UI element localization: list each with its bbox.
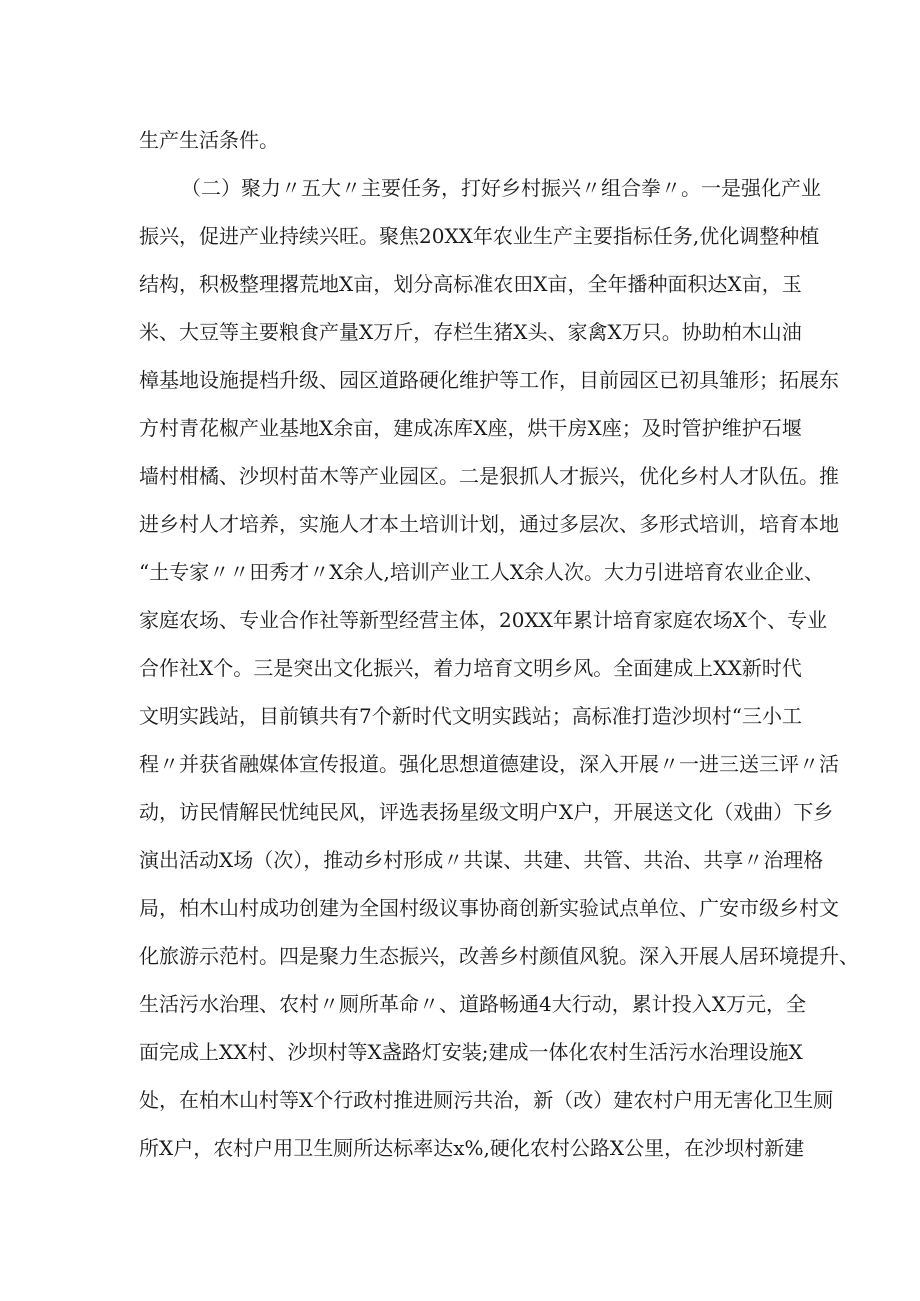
paragraph-line: 处，在柏木山村等X个行政村推进厕污共治，新（改）建农村户用无害化卫生厕 bbox=[139, 1088, 834, 1112]
paragraph-line: 面完成上XX村、沙坝村等X盏路灯安装;建成一体化农村生活污水治理设施X bbox=[139, 1040, 803, 1064]
paragraph-line: 进乡村人才培养，实施人才本土培训计划，通过多层次、多形式培训，培育本地 bbox=[139, 512, 839, 536]
paragraph-line: 局，柏木山村成功创建为全国村级议事协商创新实验试点单位、广安市级乡村文 bbox=[139, 896, 839, 920]
paragraph-line: 化旅游示范村。四是聚力生态振兴，改善乡村颜值风貌。深入开展人居环境提升、 bbox=[139, 944, 859, 968]
paragraph-line: 结构，积极整理撂荒地X亩，划分高标准农田X亩，全年播种面积达X亩，玉 bbox=[139, 272, 802, 296]
paragraph-tail-line: 生产生活条件。 bbox=[139, 128, 279, 152]
paragraph-line: 生活污水治理、农村〃厕所革命〃、道路畅通4大行动，累计投入X万元，全 bbox=[139, 992, 806, 1016]
paragraph-line: 文明实践站，目前镇共有7个新时代文明实践站；高标准打造沙坝村“三小工 bbox=[139, 704, 802, 728]
paragraph-line: 动，访民情解民忧纯民风，评选表扬星级文明户X户，开展送文化（戏曲）下乡 bbox=[139, 800, 834, 824]
paragraph-line: 合作社X个。三是突出文化振兴，着力培育文明乡风。全面建成上XX新时代 bbox=[139, 656, 802, 680]
paragraph-line: 家庭农场、专业合作社等新型经营主体，20XX年累计培育家庭农场X个、专业 bbox=[139, 608, 828, 632]
paragraph-line: 方村青花椒产业基地X余亩，建成冻库X座，烘干房X座；及时管护维护石堰 bbox=[139, 416, 802, 440]
paragraph-line: 墙村柑橘、沙坝村苗木等产业园区。二是狠抓人才振兴，优化乡村人才队伍。推 bbox=[139, 464, 839, 488]
paragraph-line: 振兴，促进产业持续兴旺。聚焦20XX年农业生产主要指标任务,优化调整种植 bbox=[139, 224, 820, 248]
paragraph-line: 所X户，农村户用卫生厕所达标率达x%,硬化农村公路X公里，在沙坝村新建 bbox=[139, 1136, 805, 1160]
paragraph-line: “土专家〃〃田秀才〃X余人,培训产业工人X余人次。大力引进培育农业企业、 bbox=[139, 560, 825, 584]
paragraph-line: 程〃并获省融媒体宣传报道。强化思想道德建设，深入开展〃一进三送三评〃活 bbox=[139, 752, 839, 776]
paragraph-line: 演出活动X场（次），推动乡村形成〃共谋、共建、共管、共治、共享〃治理格 bbox=[139, 848, 824, 872]
paragraph-line: 米、大豆等主要粮食产量X万斤，存栏生猪X头、家禽X万只。协助柏木山油 bbox=[139, 320, 802, 344]
paragraph-line: 樟基地设施提档升级、园区道路硬化维护等工作，目前园区已初具雏形；拓展东 bbox=[139, 368, 839, 392]
paragraph-line: （二）聚力〃五大〃主要任务，打好乡村振兴〃组合拳〃。一是强化产业 bbox=[181, 176, 821, 200]
